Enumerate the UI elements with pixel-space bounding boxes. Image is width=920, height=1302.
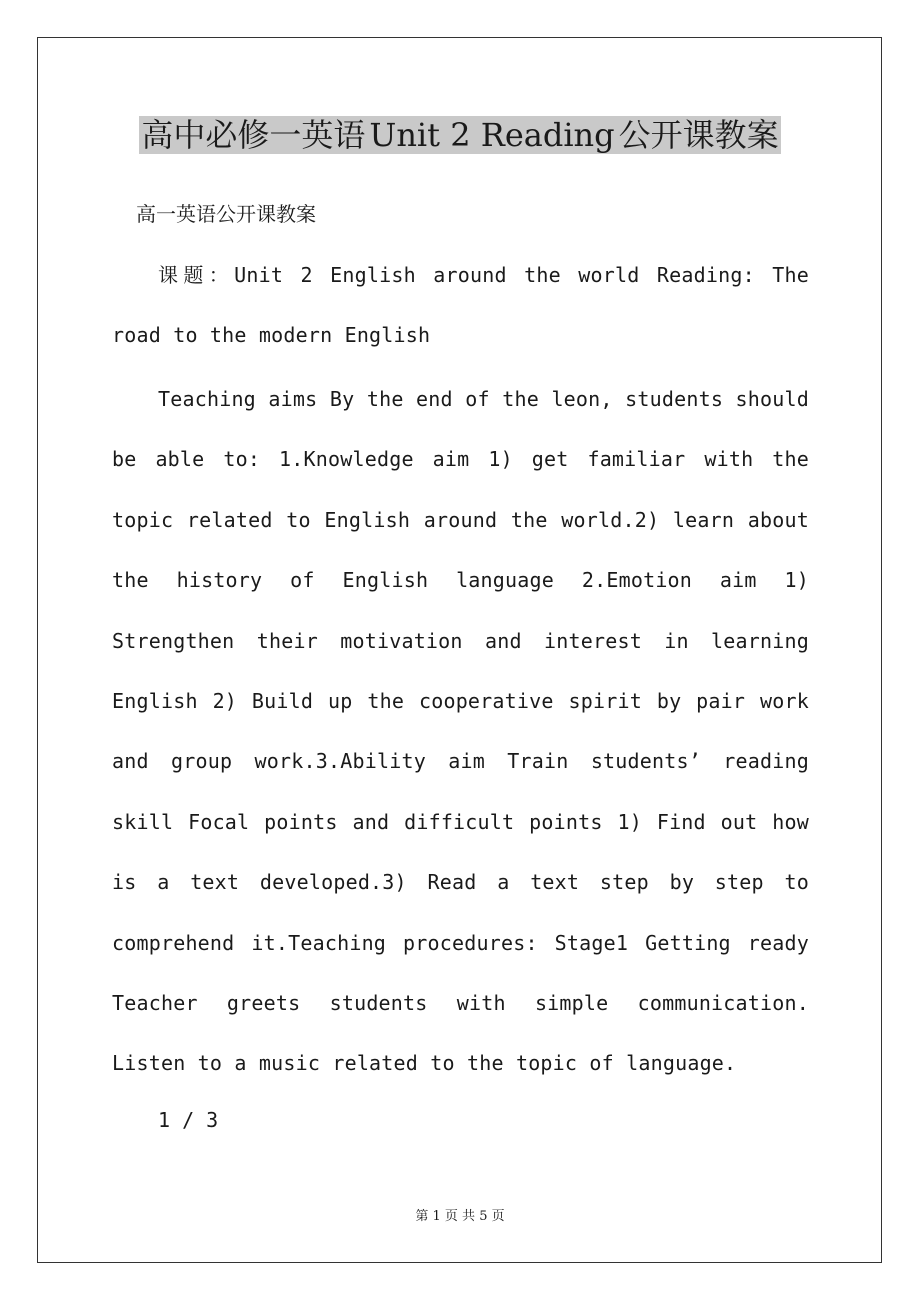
title-part-1: 高中必修一英语 bbox=[141, 116, 366, 154]
document-title bbox=[0, 110, 920, 160]
paragraph-topic: 课题：Unit 2 English around the world Reading: The road to the modern English bbox=[112, 263, 809, 348]
title-part-3: 公开课教案 bbox=[618, 116, 779, 154]
page-footer: 第 1 页 共 5 页 bbox=[415, 1209, 505, 1224]
page-indicator: 1 / 3 bbox=[158, 1108, 219, 1132]
title-part-2: Unit 2 Reading bbox=[369, 116, 615, 154]
paragraph-teaching-aims: Teaching aims By the end of the leon, students should be able to: 1.Knowledge aim 1) get familiar with the topic related to English around the world.2) learn about the history of English language 2.Emotion aim 1) Strengthen their motivation and interest in learning English 2) Build up the cooperative spirit by pair work and group work.3.Ability aim Train students’ reading skill Focal points and difficult points 1) Find out how is a text developed.3) Read a text step by step to comprehend it.Teaching procedures: Stage1 Getting ready Teacher greets students with simple communication. Listen to a music related to the topic of language. bbox=[112, 387, 809, 1076]
document-subtitle: 高一英语公开课教案 bbox=[136, 202, 316, 226]
